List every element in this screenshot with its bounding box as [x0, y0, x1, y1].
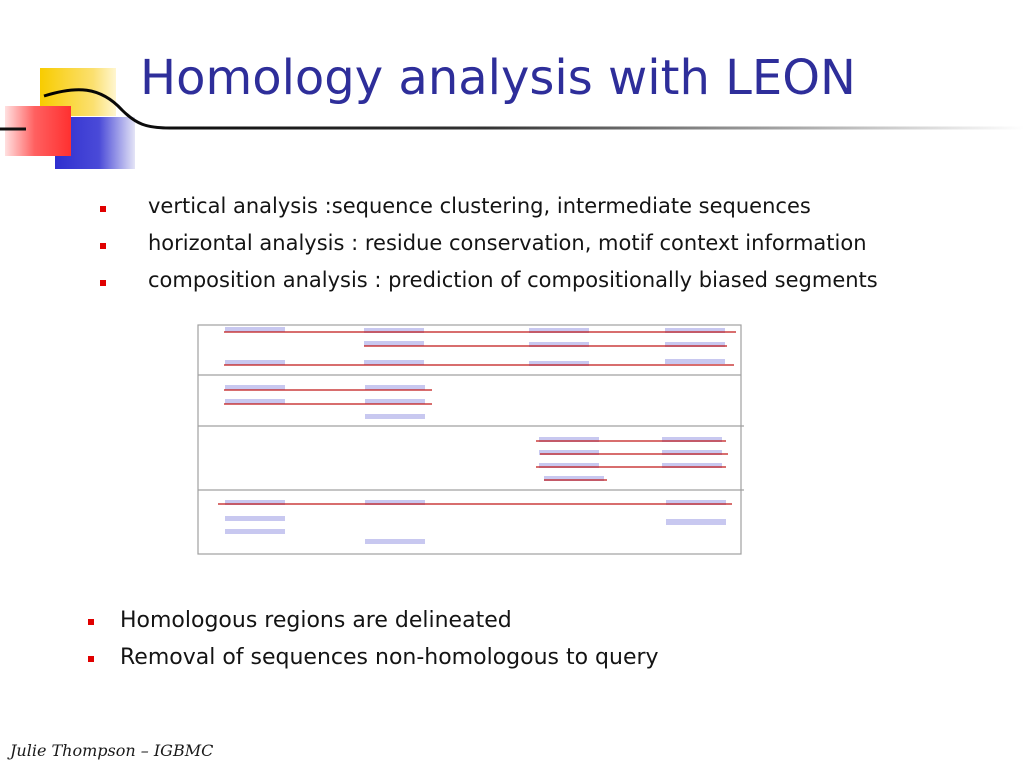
red-square-bullet-icon — [100, 280, 106, 286]
segment — [225, 516, 285, 521]
segment — [364, 360, 424, 365]
bullet-text: Homologous regions are delineated — [120, 608, 512, 633]
segment — [365, 414, 425, 419]
segment — [365, 539, 425, 544]
segment — [665, 359, 725, 364]
bullet-text: Removal of sequences non-homologous to query — [120, 645, 659, 670]
segment — [365, 399, 425, 404]
bullet-item — [100, 193, 878, 230]
bullet-text: vertical analysis :sequence clustering, intermediate sequences — [148, 194, 811, 218]
bottom-bullet-list — [88, 607, 659, 681]
homologous-segments — [225, 327, 726, 544]
alignment-diagram — [196, 322, 746, 558]
segment — [225, 327, 285, 332]
red-square-bullet-icon — [100, 243, 106, 249]
segment — [225, 385, 285, 390]
bullet-text: horizontal analysis : residue conservation, motif context information — [148, 231, 867, 255]
segment — [225, 360, 285, 365]
bullet-item — [88, 644, 659, 681]
segment — [364, 341, 424, 346]
bullet-item — [100, 267, 878, 304]
sequence-lines — [218, 332, 736, 504]
segment — [365, 385, 425, 390]
bullet-item — [88, 607, 659, 644]
segment — [225, 399, 285, 404]
segment — [666, 519, 726, 525]
red-square-bullet-icon — [88, 656, 94, 662]
footer-author: Julie Thompson – IGBMC — [10, 741, 214, 760]
top-bullet-list — [100, 193, 878, 304]
red-square-bullet-icon — [100, 206, 106, 212]
bullet-text: composition analysis : prediction of compositionally biased segments — [148, 268, 878, 292]
bullet-item — [100, 230, 878, 267]
red-square-bullet-icon — [88, 619, 94, 625]
slide-title: Homology analysis with LEON — [140, 50, 856, 106]
segment — [225, 529, 285, 534]
